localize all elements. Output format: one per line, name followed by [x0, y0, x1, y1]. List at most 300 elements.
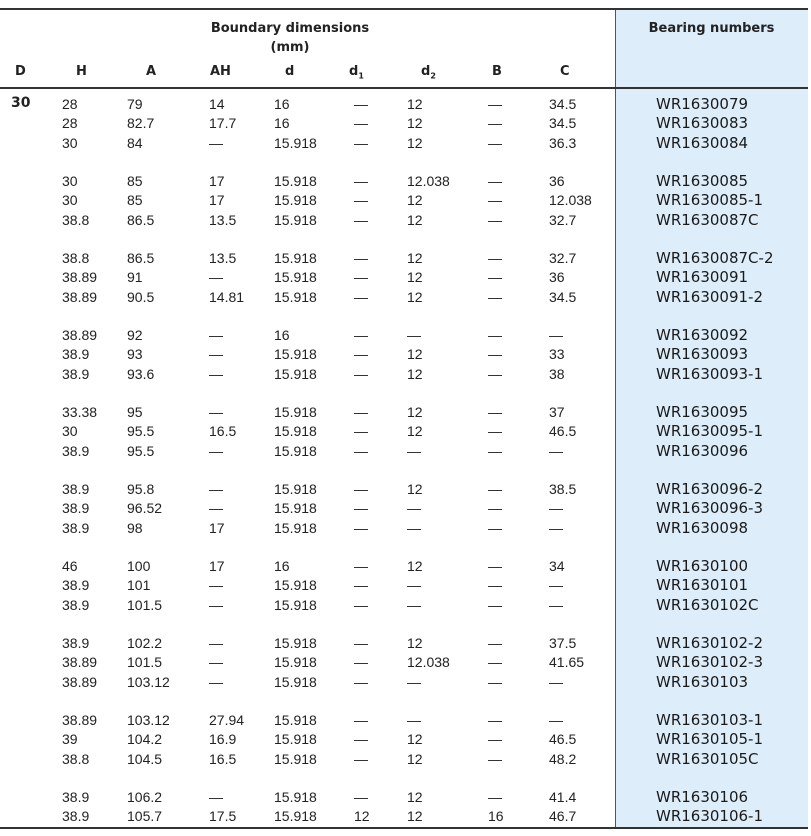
cell-d2: 12 — [407, 346, 423, 363]
cell-A: 92 — [127, 327, 143, 343]
cell-d2: 12.038 — [407, 173, 450, 189]
bearing-number: WR1630087C-2 — [656, 249, 774, 267]
cell-d1: — — [354, 96, 368, 112]
bearing-number: WR1630103-1 — [656, 711, 764, 729]
cell-d1: — — [354, 442, 368, 459]
table-row — [0, 403, 808, 422]
col-header-d: d — [285, 64, 295, 79]
cell-H: 30 — [62, 423, 78, 440]
cell-d2: 12 — [407, 423, 423, 440]
header-rule — [0, 87, 808, 89]
cell-H: 38.9 — [62, 442, 90, 459]
cell-H: 30 — [62, 134, 78, 151]
cell-d1: — — [354, 519, 368, 536]
col-header-AH: AH — [210, 64, 231, 79]
cell-C: 36 — [549, 269, 565, 286]
cell-d: 15.918 — [274, 731, 317, 748]
cell-H: 38.89 — [62, 327, 98, 343]
cell-H: 38.9 — [62, 346, 90, 363]
cell-C: 12.038 — [549, 192, 592, 209]
table-row — [0, 134, 808, 153]
bearing-number: WR1630105C — [656, 749, 759, 768]
cell-C: 33 — [549, 346, 565, 363]
cell-H: 33.38 — [62, 404, 98, 420]
bearing-number: WR1630098 — [656, 518, 749, 537]
cell-B: — — [488, 269, 502, 286]
cell-d: 15.918 — [274, 481, 317, 497]
cell-H: 28 — [62, 96, 78, 112]
cell-A: 102.2 — [127, 635, 163, 651]
cell-d1: — — [354, 365, 368, 382]
cell-AH: — — [209, 404, 223, 420]
cell-A: 85 — [127, 192, 143, 209]
cell-AH: 14.81 — [209, 288, 245, 305]
cell-d1: — — [354, 346, 368, 363]
unit-label: (mm) — [270, 40, 310, 55]
col-header-d1 — [349, 64, 364, 81]
table-row — [0, 268, 808, 287]
table-row — [0, 191, 808, 210]
cell-d1: — — [354, 115, 368, 132]
table-row — [0, 653, 808, 672]
cell-AH: — — [209, 442, 223, 459]
cell-d1: — — [354, 481, 368, 497]
bearing-number: WR1630106 — [656, 788, 749, 806]
cell-AH: — — [209, 654, 223, 671]
bearing-number: WR1630105-1 — [656, 730, 764, 749]
cell-d: 16 — [274, 115, 290, 132]
cell-C: — — [549, 596, 563, 613]
cell-C: 32.7 — [549, 211, 577, 228]
bearing-number: WR1630096-3 — [656, 499, 764, 518]
cell-d1: — — [354, 404, 368, 420]
cell-B: — — [488, 327, 502, 343]
cell-A: 93.6 — [127, 365, 155, 382]
cell-H: 28 — [62, 115, 78, 132]
cell-d: 15.918 — [274, 635, 317, 651]
cell-C: 38.5 — [549, 481, 577, 497]
cell-C: 38 — [549, 365, 565, 382]
table-row — [0, 345, 808, 364]
cell-H: 38.9 — [62, 365, 90, 382]
cell-d2: 12 — [407, 96, 423, 112]
cell-AH: 16.5 — [209, 750, 237, 767]
cell-C: 37.5 — [549, 635, 577, 651]
bottom-rule — [0, 827, 808, 829]
cell-d1: — — [354, 635, 368, 651]
cell-A: 103.12 — [127, 712, 170, 728]
cell-C: 48.2 — [549, 750, 577, 767]
cell-B: — — [488, 173, 502, 189]
cell-B: — — [488, 596, 502, 613]
table-row — [0, 730, 808, 749]
cell-B: — — [488, 115, 502, 132]
cell-A: 106.2 — [127, 789, 163, 805]
table-row — [0, 114, 808, 133]
cell-B: — — [488, 442, 502, 459]
table-row — [0, 519, 808, 538]
cell-AH: 17 — [209, 519, 225, 536]
cell-A: 96.52 — [127, 500, 163, 517]
cell-C: 34.5 — [549, 115, 577, 132]
cell-C: — — [549, 577, 563, 594]
cell-d1: — — [354, 712, 368, 728]
cell-B: — — [488, 423, 502, 440]
cell-d: 15.918 — [274, 250, 317, 266]
cell-d: 15.918 — [274, 500, 317, 517]
cell-d: 15.918 — [274, 577, 317, 594]
cell-d: 15.918 — [274, 346, 317, 363]
cell-AH: 16.9 — [209, 731, 237, 748]
cell-A: 98 — [127, 519, 143, 536]
cell-B: — — [488, 673, 502, 690]
table-row — [0, 711, 808, 730]
cell-AH: — — [209, 365, 223, 382]
cell-AH: 17.7 — [209, 115, 237, 132]
cell-d1: — — [354, 173, 368, 189]
cell-AH: — — [209, 789, 223, 805]
table-row — [0, 288, 808, 307]
cell-B: — — [488, 192, 502, 209]
table-row — [0, 211, 808, 230]
cell-H: 38.9 — [62, 808, 90, 825]
cell-d: 15.918 — [274, 750, 317, 767]
cell-A: 91 — [127, 269, 143, 286]
cell-d1: — — [354, 288, 368, 305]
cell-AH: — — [209, 596, 223, 613]
cell-d: 15.918 — [274, 288, 317, 305]
cell-B: — — [488, 635, 502, 651]
table-row — [0, 326, 808, 345]
cell-AH: 14 — [209, 96, 225, 112]
cell-A: 104.2 — [127, 731, 163, 748]
d-value: 30 — [11, 95, 31, 111]
cell-d2: 12 — [407, 211, 423, 228]
cell-d: 15.918 — [274, 423, 317, 440]
cell-C: 46.5 — [549, 423, 577, 440]
bearing-number: WR1630100 — [656, 557, 749, 575]
cell-d: 15.918 — [274, 519, 317, 536]
bearing-number: WR1630093 — [656, 345, 749, 364]
table-row — [0, 807, 808, 826]
cell-H: 38.9 — [62, 635, 90, 651]
cell-d2: 12 — [407, 192, 423, 209]
cell-B: — — [488, 731, 502, 748]
table-row — [0, 499, 808, 518]
cell-A: 103.12 — [127, 673, 170, 690]
cell-AH: — — [209, 269, 223, 286]
cell-AH: — — [209, 134, 223, 151]
col-header-B: B — [492, 64, 502, 79]
cell-d: 16 — [274, 558, 290, 574]
cell-d: 15.918 — [274, 211, 317, 228]
cell-H: 38.9 — [62, 577, 90, 594]
cell-H: 38.8 — [62, 211, 90, 228]
bearing-number: WR1630085-1 — [656, 191, 764, 210]
cell-d2: 12 — [407, 288, 423, 305]
cell-AH: — — [209, 481, 223, 497]
table-row — [0, 172, 808, 191]
cell-AH: 13.5 — [209, 211, 237, 228]
cell-d2: — — [407, 596, 421, 613]
cell-B: 16 — [488, 808, 504, 825]
cell-d: 16 — [274, 327, 290, 343]
cell-d2: 12 — [407, 115, 423, 132]
cell-C: — — [549, 519, 563, 536]
cell-AH: — — [209, 500, 223, 517]
cell-A: 84 — [127, 134, 143, 151]
bearing-number: WR1630102C — [656, 595, 759, 614]
cell-d: 15.918 — [274, 596, 317, 613]
col-header-d1-sub: 1 — [358, 71, 364, 81]
cell-AH: 17 — [209, 173, 225, 189]
cell-d: 15.918 — [274, 442, 317, 459]
cell-d1: — — [354, 596, 368, 613]
cell-d1: — — [354, 250, 368, 266]
cell-C: — — [549, 712, 563, 728]
cell-d2: — — [407, 673, 421, 690]
table-row — [0, 480, 808, 499]
cell-H: 38.89 — [62, 673, 98, 690]
cell-d2: 12 — [407, 789, 423, 805]
cell-C: 37 — [549, 404, 565, 420]
cell-H: 38.9 — [62, 500, 90, 517]
cell-d2: — — [407, 500, 421, 517]
cell-C: 46.7 — [549, 808, 577, 825]
cell-B: — — [488, 789, 502, 805]
cell-B: — — [488, 96, 502, 112]
cell-B: — — [488, 519, 502, 536]
cell-AH: — — [209, 327, 223, 343]
cell-A: 82.7 — [127, 115, 155, 132]
bearing-number: WR1630085 — [656, 172, 749, 190]
cell-A: 100 — [127, 558, 151, 574]
cell-C: — — [549, 442, 563, 459]
cell-B: — — [488, 404, 502, 420]
cell-d2: — — [407, 442, 421, 459]
cell-d2: 12 — [407, 269, 423, 286]
bearing-number: WR1630096 — [656, 441, 749, 460]
bearing-number: WR1630102-3 — [656, 653, 764, 672]
table-row — [0, 788, 808, 807]
cell-C: 32.7 — [549, 250, 577, 266]
cell-H: 38.89 — [62, 654, 98, 671]
cell-d1: — — [354, 558, 368, 574]
col-header-D: D — [15, 64, 26, 79]
cell-A: 93 — [127, 346, 143, 363]
cell-d: 15.918 — [274, 269, 317, 286]
cell-d1: — — [354, 269, 368, 286]
cell-d: 15.918 — [274, 654, 317, 671]
cell-C: 46.5 — [549, 731, 577, 748]
cell-d1: — — [354, 500, 368, 517]
cell-H: 38.8 — [62, 750, 90, 767]
cell-AH: — — [209, 673, 223, 690]
cell-H: 38.8 — [62, 250, 90, 266]
cell-B: — — [488, 250, 502, 266]
cell-A: 79 — [127, 96, 143, 112]
cell-AH: 27.94 — [209, 712, 245, 728]
cell-d: 15.918 — [274, 712, 317, 728]
cell-A: 95.5 — [127, 442, 155, 459]
cell-C: — — [549, 500, 563, 517]
cell-A: 90.5 — [127, 288, 155, 305]
table-row — [0, 95, 808, 114]
cell-A: 101 — [127, 577, 151, 594]
top-rule — [0, 8, 808, 10]
cell-B: — — [488, 211, 502, 228]
bearing-number: WR1630079 — [656, 95, 749, 113]
cell-d1: — — [354, 134, 368, 151]
bearing-number: WR1630087C — [656, 210, 759, 229]
cell-d2: — — [407, 327, 421, 343]
cell-A: 101.5 — [127, 596, 163, 613]
cell-d1: — — [354, 731, 368, 748]
cell-A: 85 — [127, 173, 143, 189]
table-row — [0, 750, 808, 769]
cell-AH: 17 — [209, 558, 225, 574]
col-header-d2-sub: 2 — [430, 71, 436, 81]
cell-d: 15.918 — [274, 789, 317, 805]
cell-B: — — [488, 654, 502, 671]
cell-d2: 12 — [407, 750, 423, 767]
bearing-number: WR1630095 — [656, 403, 749, 421]
cell-d2: — — [407, 577, 421, 594]
cell-B: — — [488, 346, 502, 363]
cell-d: 15.918 — [274, 134, 317, 151]
bearing-number: WR1630093-1 — [656, 364, 764, 383]
cell-H: 38.9 — [62, 596, 90, 613]
bearing-number: WR1630106-1 — [656, 807, 764, 826]
cell-A: 86.5 — [127, 250, 155, 266]
cell-A: 95.5 — [127, 423, 155, 440]
bearing-number: WR1630083 — [656, 114, 749, 133]
cell-C: 34 — [549, 558, 565, 574]
cell-H: 38.89 — [62, 269, 98, 286]
cell-H: 30 — [62, 192, 78, 209]
cell-H: 38.9 — [62, 789, 90, 805]
cell-d2: — — [407, 712, 421, 728]
col-header-d2-base: d — [421, 64, 431, 79]
table-row — [0, 365, 808, 384]
table-row — [0, 442, 808, 461]
cell-d: 15.918 — [274, 192, 317, 209]
cell-AH: — — [209, 346, 223, 363]
bearing-numbers-header: Bearing numbers — [648, 21, 775, 36]
cell-d1: — — [354, 750, 368, 767]
cell-d1: — — [354, 789, 368, 805]
cell-d2: 12 — [407, 250, 423, 266]
cell-A: 95 — [127, 404, 143, 420]
bearing-number: WR1630084 — [656, 133, 749, 152]
cell-AH: — — [209, 635, 223, 651]
cell-d1: — — [354, 577, 368, 594]
cell-B: — — [488, 365, 502, 382]
bearing-number: WR1630102-2 — [656, 634, 764, 652]
cell-C: 36 — [549, 173, 565, 189]
cell-d1: — — [354, 327, 368, 343]
cell-d1: — — [354, 192, 368, 209]
cell-d: 15.918 — [274, 404, 317, 420]
cell-AH: 17 — [209, 192, 225, 209]
cell-H: 38.9 — [62, 519, 90, 536]
cell-B: — — [488, 481, 502, 497]
cell-d2: 12 — [407, 481, 423, 497]
table-row — [0, 576, 808, 595]
cell-C: — — [549, 673, 563, 690]
cell-H: 39 — [62, 731, 78, 748]
cell-H: 46 — [62, 558, 78, 574]
cell-d2: — — [407, 519, 421, 536]
cell-d1: — — [354, 423, 368, 440]
cell-d2: 12 — [407, 731, 423, 748]
cell-AH: — — [209, 577, 223, 594]
cell-H: 38.9 — [62, 481, 90, 497]
col-header-d1-base: d — [349, 64, 359, 79]
cell-C: 36.3 — [549, 134, 577, 151]
table-row — [0, 422, 808, 441]
cell-d: 15.918 — [274, 173, 317, 189]
col-header-H: H — [76, 64, 87, 79]
cell-d1: — — [354, 654, 368, 671]
cell-d2: 12 — [407, 365, 423, 382]
bearing-number: WR1630103 — [656, 672, 749, 691]
cell-C: — — [549, 327, 563, 343]
cell-B: — — [488, 712, 502, 728]
cell-d1: — — [354, 673, 368, 690]
cell-B: — — [488, 577, 502, 594]
boundary-dimensions-title: Boundary dimensions — [210, 21, 370, 36]
cell-C: 41.4 — [549, 789, 577, 805]
col-header-A: A — [146, 64, 157, 79]
cell-d: 15.918 — [274, 808, 317, 825]
cell-d2: 12.038 — [407, 654, 450, 671]
cell-A: 101.5 — [127, 654, 163, 671]
cell-H: 30 — [62, 173, 78, 189]
cell-d2: 12 — [407, 558, 423, 574]
cell-B: — — [488, 134, 502, 151]
cell-d2: 12 — [407, 808, 423, 825]
table-row — [0, 596, 808, 615]
bearing-number: WR1630091-2 — [656, 287, 764, 306]
cell-d: 16 — [274, 96, 290, 112]
cell-AH: 16.5 — [209, 423, 237, 440]
cell-A: 86.5 — [127, 211, 155, 228]
cell-A: 95.8 — [127, 481, 155, 497]
bearing-number: WR1630095-1 — [656, 422, 764, 441]
table-row — [0, 249, 808, 268]
cell-AH: 13.5 — [209, 250, 237, 266]
table-row — [0, 673, 808, 692]
cell-d: 15.918 — [274, 673, 317, 690]
bearing-number: WR1630092 — [656, 326, 749, 344]
cell-d1: — — [354, 211, 368, 228]
cell-C: 34.5 — [549, 288, 577, 305]
cell-d: 15.918 — [274, 365, 317, 382]
cell-B: — — [488, 558, 502, 574]
cell-AH: 17.5 — [209, 808, 237, 825]
cell-d2: 12 — [407, 134, 423, 151]
cell-H: 38.89 — [62, 288, 98, 305]
bearing-number: WR1630091 — [656, 268, 749, 287]
cell-d1: 12 — [354, 808, 370, 825]
cell-A: 104.5 — [127, 750, 163, 767]
table-row — [0, 634, 808, 653]
cell-d2: 12 — [407, 404, 423, 420]
cell-C: 34.5 — [549, 96, 577, 112]
table-row — [0, 557, 808, 576]
col-header-C: C — [560, 64, 570, 79]
